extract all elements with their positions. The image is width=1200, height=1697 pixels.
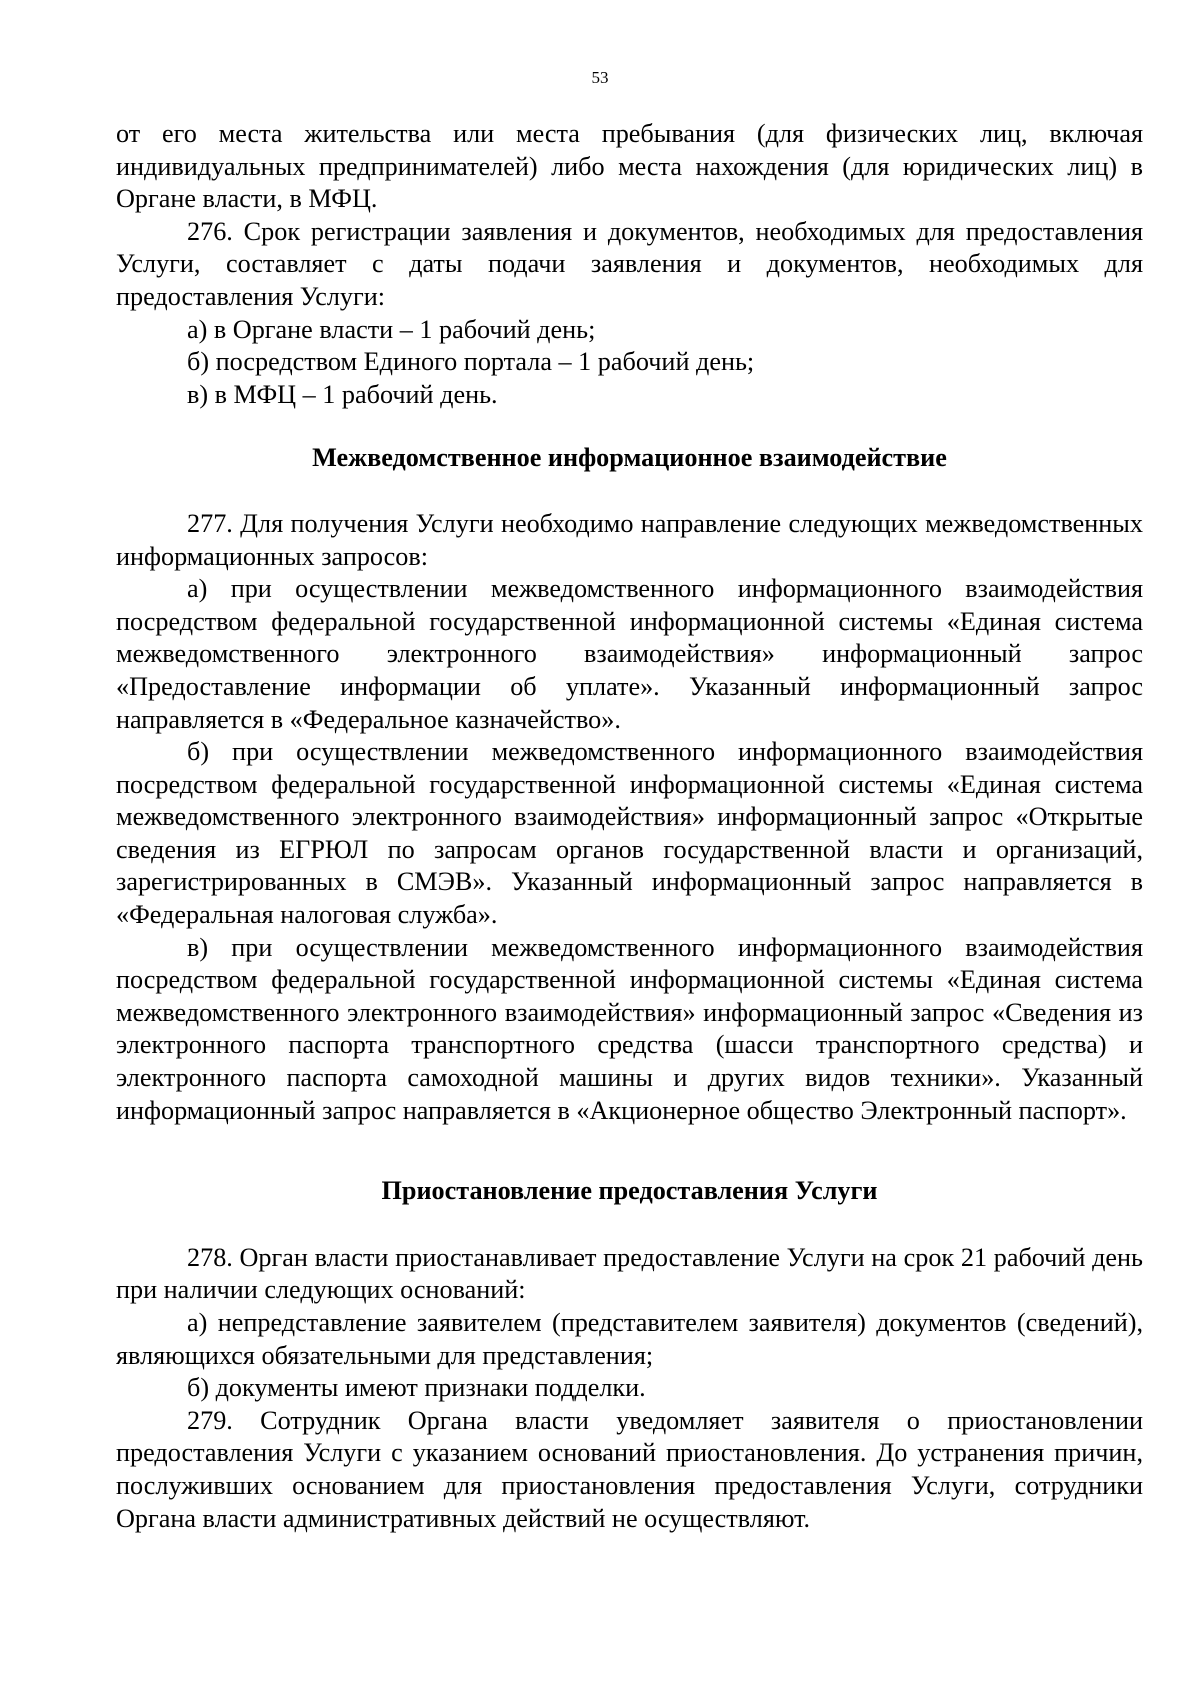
section-heading-interagency: Межведомственное информационное взаимодействие (312, 443, 947, 473)
paragraph-278: 278. Орган власти приостанавливает предоставление Услуги на срок 21 рабочий день при наличии следующих оснований: (116, 1242, 1143, 1305)
list-item-277-b: б) при осуществлении межведомственного информационного взаимодействия посредством федеральной государственной информационной системы «Единая система межведомственного электронного взаимодействия» информационный запрос «Открытые сведения из ЕГРЮЛ по запросам органов государственной власти и организаций, зарегистрированных в СМЭВ». Указанный информационный запрос направляется в «Федеральная налоговая служба». (116, 737, 1143, 930)
paragraph-continuation: от его места жительства или места пребывания (для физических лиц, включая индивидуальных предпринимателей) либо места нахождения (для юридических лиц) в Органе власти, в МФЦ. (116, 119, 1143, 214)
list-item-278-a: а) непредставление заявителем (представителем заявителя) документов (сведений), являющихся обязательными для представления; (116, 1308, 1143, 1370)
list-item-277-a: а) при осуществлении межведомственного информационного взаимодействия посредством федеральной государственной информационной системы «Единая система межведомственного электронного взаимодействия» информационный запрос «Предоставление информации об уплате». Указанный информационный запрос направляется в «Федеральное казначейство». (116, 574, 1143, 734)
list-item-276-b: б) посредством Единого портала – 1 рабочий день; (187, 347, 755, 377)
section-heading-suspension: Приостановление предоставления Услуги (381, 1176, 878, 1206)
list-item-276-c: в) в МФЦ – 1 рабочий день. (187, 379, 498, 409)
document-body (116, 118, 1143, 1535)
list-item-276-a: а) в Органе власти – 1 рабочий день; (187, 314, 596, 344)
paragraph-277: 277. Для получения Услуги необходимо направление следующих межведомственных информационных запросов: (116, 508, 1143, 571)
list-item-278-b: б) документы имеют признаки подделки. (187, 1373, 646, 1403)
list-item-277-c: в) при осуществлении межведомственного информационного взаимодействия посредством федеральной государственной информационной системы «Единая система межведомственного электронного взаимодействия» информационный запрос «Сведения из электронного паспорта транспортного средства (шасси транспортного средства) и электронного паспорта самоходной машины и других видов техники». Указанный информационный запрос направляется в «Акционерное общество Электронный паспорт». (116, 932, 1143, 1125)
paragraph-279: 279. Сотрудник Органа власти уведомляет заявителя о приостановлении предоставления Услуги с указанием оснований приостановления. До устранения причин, послуживших основанием для приостановления предоставления Услуги, сотрудники Органа власти административных действий не осуществляют. (116, 1405, 1143, 1533)
page-number: 53 (591, 68, 609, 87)
paragraph-276: 276. Срок регистрации заявления и документов, необходимых для предоставления Услуги, составляет с даты подачи заявления и документов, необходимых для предоставления Услуги: (116, 216, 1143, 311)
